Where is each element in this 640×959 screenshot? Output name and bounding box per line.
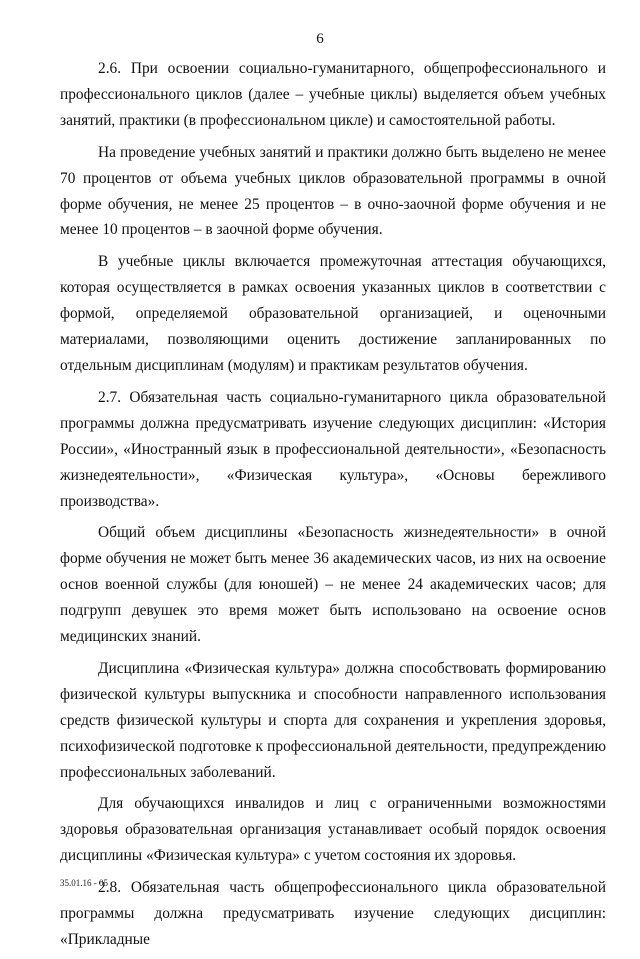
- paragraph-life-safety: Общий объем дисциплины «Безопасность жизнедеятельности» в очной форме обучения не может быть менее 36 академических часов, из них на освоение основ военной службы (для юношей) – не менее 24 академических часов; для подгрупп девушек это время может быть использовано на освоение основ медицинских знаний.: [60, 524, 606, 646]
- page-number: 6: [316, 31, 324, 47]
- paragraph-2-7: 2.7. Обязательная часть социально-гуманитарного цикла образовательной программы должна предусматривать изучение следующих дисциплин: «История России», «Иностранный язык в профессиональной деятельности», «Безопасность жизнедеятельности», «Физическая культура», «Основы бережливого производства».: [60, 388, 606, 510]
- paragraph-study-time: На проведение учебных занятий и практики должно быть выделено не менее 70 процентов от объема учебных циклов образовательной программы в очной форме обучения, не менее 25 процентов – в очно-заочной форме обучения и не менее 10 процентов – в заочной форме обучения.: [60, 143, 606, 239]
- document-body: [60, 56, 606, 959]
- paragraph-attestation: В учебные циклы включается промежуточная аттестация обучающихся, которая осуществляется в рамках освоения указанных циклов в соответствии с формой, определяемой образовательной организацией, и оценочными материалами, позволяющими оценить достижение запланированных по отдельным дисциплинам (модулям) и практикам результатов обучения.: [60, 253, 606, 374]
- paragraph-2-6: 2.6. При освоении социально-гуманитарного, общепрофессионального и профессионального циклов (далее – учебные циклы) выделяется объем учебных занятий, практики (в профессиональном цикле) и самостоятельной работы.: [60, 60, 606, 129]
- document-code: 35.01.16 - 05: [60, 878, 108, 888]
- paragraph-disabled-students: Для обучающихся инвалидов и лиц с ограниченными возможностями здоровья образовательная организация устанавливает особый порядок освоения дисциплины «Физическая культура» с учетом состояния их здоровья.: [60, 795, 606, 865]
- paragraph-2-8: 2.8. Обязательная часть общепрофессионального цикла образовательной программы должна предусматривать изучение следующих дисциплин: «Прикладные: [60, 879, 606, 948]
- paragraph-physical-culture: Дисциплина «Физическая культура» должна способствовать формированию физической культуры выпускника и способности направленного использования средств физической культуры и спорта для сохранения и укрепления здоровья, психофизической подготовке к профессиональной деятельности, предупреждению профессиональных заболеваний.: [60, 659, 606, 781]
